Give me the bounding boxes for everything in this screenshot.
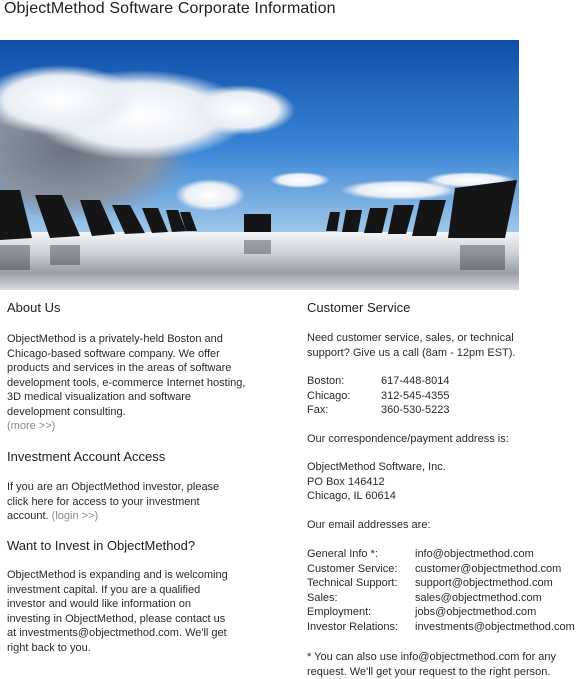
about-section: [7, 332, 292, 434]
email-address[interactable]: sales@objectmethod.com: [415, 591, 542, 604]
email-row: [307, 562, 579, 577]
email-row: [307, 547, 579, 562]
invest-section: [7, 568, 292, 655]
mailing-address: [307, 460, 579, 504]
address-line: Chicago, IL 60614: [307, 490, 396, 502]
phone-number: 617-448-8014: [381, 375, 450, 387]
more-link[interactable]: (more >>): [7, 420, 56, 432]
phone-label: Fax:: [307, 404, 329, 416]
phone-label: Boston:: [307, 375, 345, 387]
phone-row: [307, 374, 579, 389]
address-intro: Our correspondence/payment address is:: [307, 433, 509, 445]
email-address[interactable]: info@objectmethod.com: [415, 548, 534, 560]
phone-number: 312-545-4355: [381, 389, 450, 402]
email-row: [307, 591, 579, 606]
email-row: [307, 620, 579, 635]
customer-service-heading: Customer Service: [307, 300, 411, 315]
address-line: ObjectMethod Software, Inc.: [307, 461, 446, 473]
phone-row: [307, 403, 579, 418]
phone-label: Chicago:: [307, 389, 351, 402]
email-address[interactable]: support@objectmethod.com: [415, 577, 553, 589]
phone-number: 360-530-5223: [381, 404, 450, 416]
email-label: Investor Relations:: [307, 620, 399, 633]
about-body: ObjectMethod is a privately-held Boston and Chicago-based software company. We offer products and services in the areas of software development tools, e-commerce Internet hosting, 3D medical visualization and software development consulting.: [7, 333, 246, 418]
email-label: Customer Service:: [307, 562, 398, 575]
email-label: General Info *:: [307, 548, 378, 560]
invest-heading: Want to Invest in ObjectMethod?: [7, 538, 196, 553]
email-address[interactable]: investments@objectmethod.com: [415, 620, 575, 633]
page-title: ObjectMethod Software Corporate Information: [4, 0, 336, 17]
investment-access-heading: Investment Account Access: [7, 449, 166, 464]
boardroom-hero-image: [0, 40, 519, 290]
email-address[interactable]: customer@objectmethod.com: [415, 562, 562, 575]
login-link[interactable]: (login >>): [51, 510, 99, 522]
address-line: PO Box 146412: [307, 475, 385, 488]
email-label: Sales:: [307, 591, 338, 604]
investment-access-body: If you are an ObjectMethod investor, please click here for access to your investment account.: [7, 481, 220, 522]
customer-service-intro: Need customer service, sales, or technical support? Give us a call (8am - 12pm EST).: [307, 332, 516, 359]
email-label: Technical Support:: [307, 577, 398, 589]
investment-access-section: [7, 480, 292, 524]
email-label: Employment:: [307, 606, 372, 618]
phone-list: [307, 374, 579, 418]
phone-row: [307, 389, 579, 404]
email-footnote: * You can also use info@objectmethod.com for any request. We'll get your request to the right person.: [307, 651, 557, 678]
customer-service-intro-section: [307, 331, 579, 360]
email-address[interactable]: jobs@objectmethod.com: [415, 606, 537, 618]
email-list: [307, 547, 579, 634]
invest-body: ObjectMethod is expanding and is welcoming investment capital. If you are a qualified investor and would like information on investing in ObjectMethod, please contact us at investments@objectmethod.com. We'll get right back to you.: [7, 569, 228, 654]
email-intro: Our email addresses are:: [307, 519, 431, 531]
about-heading: About Us: [7, 300, 61, 315]
email-row: [307, 605, 579, 620]
email-row: [307, 576, 579, 591]
